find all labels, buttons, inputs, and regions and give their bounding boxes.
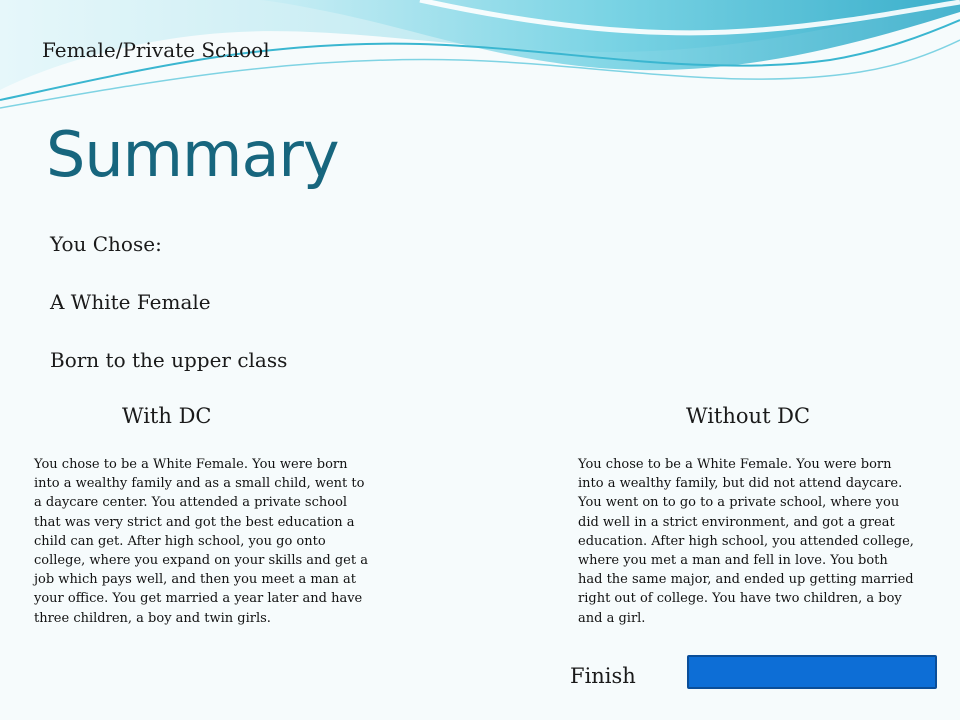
choice-person: A White Female	[50, 290, 211, 314]
with-dc-heading: With DC	[122, 404, 212, 428]
without-dc-heading: Without DC	[686, 404, 811, 428]
finish-button[interactable]	[687, 655, 937, 689]
scenario-context-label: Female/Private School	[42, 38, 270, 62]
choices-prompt: You Chose:	[50, 232, 162, 256]
with-dc-story: You chose to be a White Female. You were born into a wealthy family and as a small child, went to a daycare center. You attended a private school that was very strict and got the best education a child can get. After high school, you go onto college, where you expand on your skills and get a job which pays well, and then you meet a man at your office. You get married a year later and have three children, a boy and twin girls.	[34, 457, 368, 626]
choice-class: Born to the upper class	[50, 348, 288, 372]
without-dc-story: You chose to be a White Female. You were born into a wealthy family, but did not attend daycare. You went on to go to a private school, where you did well in a strict environment, and got a great education. After high school, you attended college, where you met a man and fell in love. You both had the same major, and ended up getting married right out of college. You have two children, a boy and a girl.	[578, 457, 914, 626]
page-title: Summary	[46, 118, 339, 191]
finish-label: Finish	[570, 664, 636, 688]
